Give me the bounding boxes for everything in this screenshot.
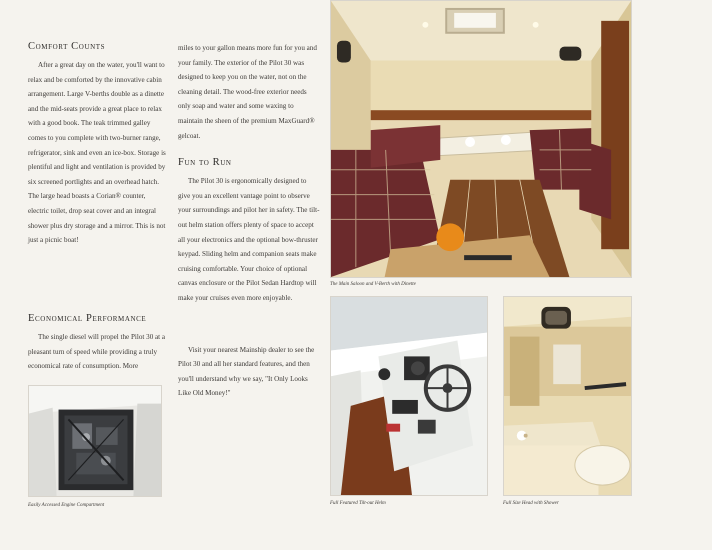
economical-paragraph: The single diesel will propel the Pilot 30 at a pleasant turn of speed while providing a truly economical rate of consumption. More xyxy=(28,333,166,371)
comfort-section xyxy=(28,41,168,248)
comfort-paragraph: After a great day on the water, you'll want to relax and be comforted by the innovative cabin arrangement. Large V-berths double as a dinette and the mid-seats provide a great place to relax with a good book. The teak trimmed galley comes to you complete with two-burner range, refrigerator, sink and even an ice-box. Storage is plentiful and light and ventilation is provided by six screened portlights and an overhead hatch. The large head boasts a Corian® counter, electric toilet, drop seat cover and an integral shower plus dry storage and a mirror. This is not just a picnic boat! xyxy=(28,61,166,245)
engine-compartment-photo xyxy=(28,385,162,497)
helm-caption: Full Featured Tilt-out Helm xyxy=(330,501,386,506)
economical-heading: Economical Performance xyxy=(28,313,147,324)
main-salon-photo xyxy=(330,0,632,278)
closing-paragraph: Visit your nearest Mainship dealer to see the Pilot 30 and all her standard features, and then you'll understand why we say, "It Only Looks Like Old Money!" xyxy=(178,345,315,398)
helm-photo xyxy=(330,296,488,496)
head-photo xyxy=(503,296,632,496)
head-caption: Full Size Head with Shower xyxy=(503,501,559,506)
fun-to-run-paragraph: The Pilot 30 is ergonomically designed to give you an excellent vantage point to observe your surroundings and pilot her in safety. The tilt-out helm station offers plenty of space to accept all your electronics and the optional bow-thruster keypad. Sliding helm and companion seats make cruising comfortable. Your choice of optional canvas enclosure or the Pilot Sedan Hardtop will make your cruises even more enjoyable. xyxy=(178,177,320,302)
middle-text-column xyxy=(178,41,320,401)
continued-paragraph: miles to your gallon means more fun for you and your family. The exterior of the Pilot 30 was designed to keep you on the water, not on the cleaning detail. The wood-free exterior needs only soap and water and some waxing to maintain the sheen of the premium MaxGuard® gelcoat. xyxy=(178,44,317,140)
comfort-heading: Comfort Counts xyxy=(28,41,106,52)
fun-to-run-heading: Fun to Run xyxy=(178,157,232,169)
engine-caption: Easily Accessed Engine Compartment xyxy=(28,503,105,508)
economical-section xyxy=(28,313,168,374)
salon-caption: The Main Saloon and V-Berth with Dinette xyxy=(330,282,416,287)
